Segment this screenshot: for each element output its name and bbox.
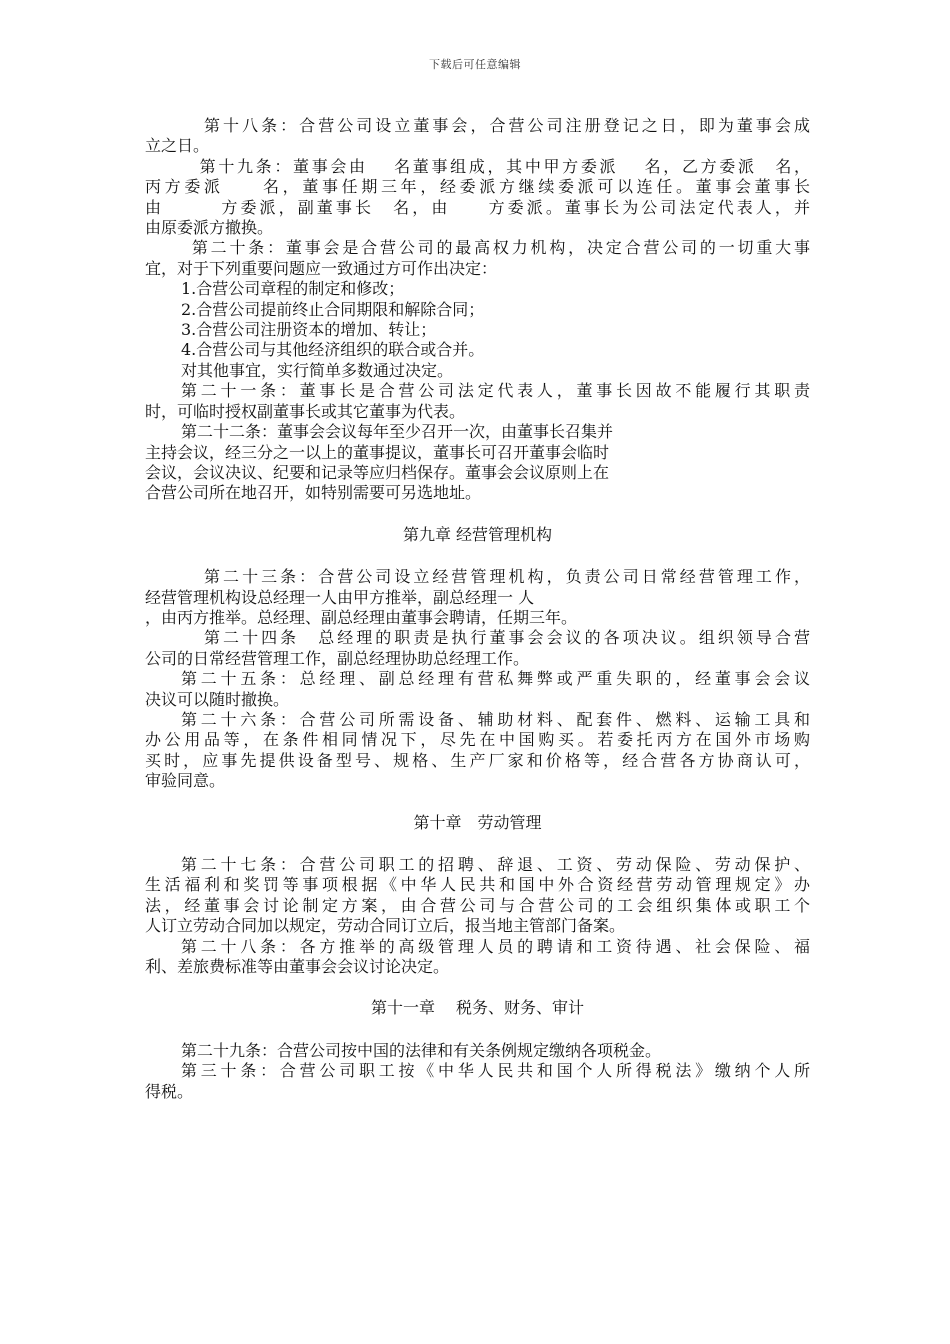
chapter-10-title: 第十章 劳动管理 — [413, 812, 542, 832]
document-body — [145, 116, 810, 1102]
text-line: 2.合营公司提前终止合同期限和解除合同； — [181, 299, 485, 319]
text-line: 买时，应事先提供设备型号、规格、生产厂家和价格等，经合营各方协商认可， — [145, 750, 810, 770]
text-line: 办公用品等，在条件相同情况下，尽先在中国购买。若委托丙方在国外市场购 — [145, 730, 810, 750]
text-line: 会议，会议决议、纪要和记录等应归档保存。董事会会议原则上在 — [145, 462, 610, 482]
text-line: 法，经董事会讨论制定方案，由合营公司与合营公司的工会组织集体或职工个 — [145, 895, 810, 915]
chapter-9-title: 第九章 经营管理机构 — [402, 524, 553, 544]
section-board — [145, 116, 810, 504]
text-line: 主持会议，经三分之一以上的董事提议，董事长可召开董事会临时 — [145, 442, 610, 462]
text-line: 对其他事宜，实行简单多数通过决定。 — [181, 360, 454, 380]
text-line: 合营公司所在地召开，如特别需要可另选地址。 — [145, 483, 482, 503]
text-line: 得税。 — [145, 1081, 194, 1101]
text-line: 人订立劳动合同加以规定，劳动合同订立后，报当地主管部门备案。 — [145, 916, 626, 936]
text-line: 1.合营公司章程的制定和修改； — [181, 279, 405, 299]
text-line: 第二十三条：合营公司设立经营管理机构，负责公司日常经营管理工作， — [185, 567, 810, 587]
text-line: 公司的日常经营管理工作，副总经理协助总经理工作。 — [145, 648, 530, 668]
text-line: 第二十一条：董事长是合营公司法定代表人，董事长因故不能履行其职责 — [181, 381, 810, 401]
text-line: 第二十条：董事会是合营公司的最高权力机构，决定合营公司的一切重大事 — [173, 238, 810, 258]
section-management — [145, 567, 810, 791]
text-line: 由 方委派，副董事长 名，由 方委派。董事长为公司法定代表人，并 — [145, 197, 810, 217]
text-line: 第二十八条：各方推举的高级管理人员的聘请和工资待遇、社会保险、福 — [181, 936, 810, 956]
text-line: 生活福利和奖罚等事项根据《中华人民共和国中外合资经营劳动管理规定》办 — [145, 875, 810, 895]
text-line: 时，可临时授权副董事长或其它董事为代表。 — [145, 401, 466, 421]
text-line: 第二十四条 总经理的职责是执行董事会会议的各项决议。组织领导合营 — [185, 628, 810, 648]
text-line: 4.合营公司与其他经济组织的联合或合并。 — [181, 340, 485, 360]
text-line: 第二十七条：合营公司职工的招聘、辞退、工资、劳动保险、劳动保护、 — [181, 855, 810, 874]
text-line: 第十八条：合营公司设立董事会，合营公司注册登记之日，即为董事会成 — [185, 116, 810, 135]
text-line: 决议可以随时撤换。 — [145, 689, 290, 709]
text-line: 第二十九条：合营公司按中国的法律和有关条例规定缴纳各项税金。 — [181, 1040, 662, 1060]
text-line: 第二十二条：董事会会议每年至少召开一次，由董事长召集并 — [181, 422, 614, 442]
text-line: 第二十六条：合营公司所需设备、辅助材料、配套件、燃料、运输工具和 — [181, 709, 810, 729]
text-line: 经营管理机构设总经理一人由甲方推举，副总经理一 人 — [145, 587, 535, 607]
text-line: 利、差旅费标准等由董事会会议讨论决定。 — [145, 957, 450, 977]
section-labor — [145, 855, 810, 977]
text-line: 3.合营公司注册资本的增加、转让； — [181, 320, 437, 340]
text-line: 由原委派方撤换。 — [145, 218, 274, 238]
text-line: 第十九条：董事会由 名董事组成，其中甲方委派 名，乙方委派 名， — [181, 156, 810, 176]
text-line: 宜，对于下列重要问题应一致通过方可作出决定： — [145, 258, 498, 278]
text-line: ，由丙方推举。总经理、副总经理由董事会聘请，任期三年。 — [145, 607, 578, 627]
text-line: 立之日。 — [145, 136, 210, 156]
text-line: 丙方委派 名，董事任期三年，经委派方继续委派可以连任。董事会董事长 — [145, 177, 810, 197]
chapter-11-title: 第十一章 税务、财务、审计 — [370, 998, 585, 1018]
text-line: 审验同意。 — [145, 771, 226, 791]
text-line: 第三十条：合营公司职工按《中华人民共和国个人所得税法》缴纳个人所 — [181, 1061, 810, 1081]
text-line: 第二十五条：总经理、副总经理有营私舞弊或严重失职的，经董事会会议 — [181, 669, 810, 689]
section-tax — [145, 1041, 810, 1102]
page-header: 下载后可任意编辑 — [429, 58, 521, 71]
